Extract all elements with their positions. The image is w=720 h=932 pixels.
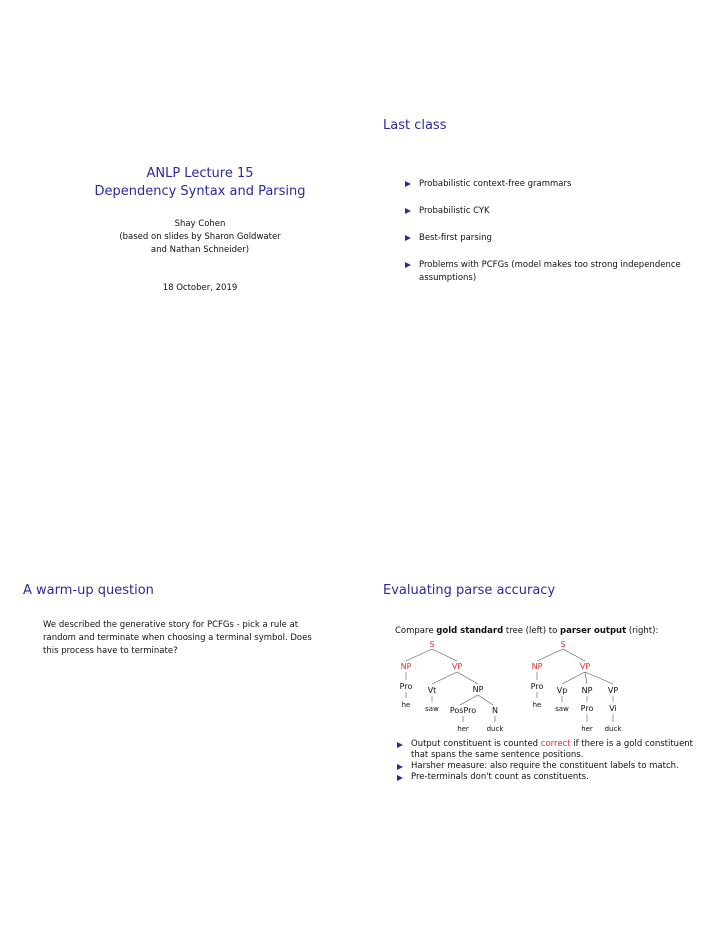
- slide-title: Last class: [383, 118, 447, 133]
- last-class-slide: [375, 110, 715, 365]
- tree-node-vi: Vi: [609, 704, 617, 713]
- intro-text: Compare: [395, 626, 437, 636]
- tree-node-np: NP: [581, 686, 593, 695]
- tree-leaf-saw: saw: [425, 705, 439, 713]
- correct-term: correct: [540, 739, 571, 749]
- author-block: [30, 218, 370, 257]
- bullet-item: Best-first parsing: [403, 232, 695, 245]
- tree-leaf-duck: duck: [486, 725, 504, 733]
- slide-title: A warm-up question: [23, 583, 154, 598]
- tree-node-pro: Pro: [530, 682, 544, 691]
- lecture-date: 18 October, 2019: [162, 283, 238, 293]
- tree-leaf-saw: saw: [555, 705, 569, 713]
- tree-node-np: NP: [472, 685, 484, 694]
- slide-title: Evaluating parse accuracy: [383, 583, 556, 598]
- tree-node-np: NP: [400, 662, 412, 671]
- tree-node-vp: Vp: [556, 686, 568, 695]
- parse-accuracy-slide: [375, 575, 715, 830]
- tree-node-pospro: PosPro: [449, 706, 477, 715]
- bullet-item: Probabilistic CYK: [403, 205, 695, 218]
- bullet-item: Problems with PCFGs (model makes too strong independence assumptions): [403, 259, 695, 285]
- bullet-text: Output constituent is counted: [411, 739, 541, 749]
- tree-node-vt: Vt: [427, 686, 437, 695]
- parser-output-term: parser output: [560, 626, 627, 636]
- lecture-number: ANLP Lecture 15: [146, 166, 254, 181]
- bullet-item: Probabilistic context-free grammars: [403, 178, 695, 191]
- credit-line: (based on slides by Sharon Goldwater: [119, 232, 281, 242]
- tree-leaf-he: he: [401, 701, 411, 709]
- tree-node-vp: VP: [579, 662, 591, 671]
- intro-text: (right):: [626, 626, 659, 636]
- tree-node-root: S: [429, 640, 435, 649]
- tree-leaf-duck: duck: [604, 725, 622, 733]
- tree-node-pro: Pro: [399, 682, 413, 691]
- evaluation-bullets: [395, 739, 705, 783]
- lecture-title: [30, 165, 370, 201]
- tree-leaf-her: her: [457, 725, 469, 733]
- tree-node-n: N: [492, 706, 498, 715]
- warm-up-slide: [15, 575, 355, 830]
- tree-leaf-her: her: [581, 725, 593, 733]
- tree-node-root: S: [560, 640, 566, 649]
- gold-standard-term: gold standard: [436, 626, 504, 636]
- tree-node-pro: Pro: [580, 704, 594, 713]
- author-name: Shay Cohen: [174, 219, 226, 229]
- parse-tree-comparison: [375, 637, 705, 745]
- tree-node-np: NP: [531, 662, 543, 671]
- intro-text: tree (left) to: [503, 626, 560, 636]
- bullet-item: [395, 739, 705, 761]
- bullet-list: [403, 178, 695, 285]
- tree-node-vp: VP: [451, 662, 463, 671]
- tree-leaf-he: he: [532, 701, 542, 709]
- warm-up-question: We described the generative story for PCFGs - pick a rule at random and terminate when choosing a terminal symbol. Does this process have to terminate?: [43, 620, 312, 656]
- bullet-item: Pre-terminals don't count as constituents.: [395, 772, 705, 783]
- tree-node-vp: VP: [607, 686, 619, 695]
- lecture-topic: Dependency Syntax and Parsing: [94, 184, 306, 199]
- title-slide: [30, 85, 370, 340]
- bullet-item: Harsher measure: also require the constituent labels to match.: [395, 761, 705, 772]
- bullet-text: if there is a gold constituent that spans the same sentence positions.: [411, 739, 694, 760]
- credit-line: and Nathan Schneider): [150, 245, 250, 255]
